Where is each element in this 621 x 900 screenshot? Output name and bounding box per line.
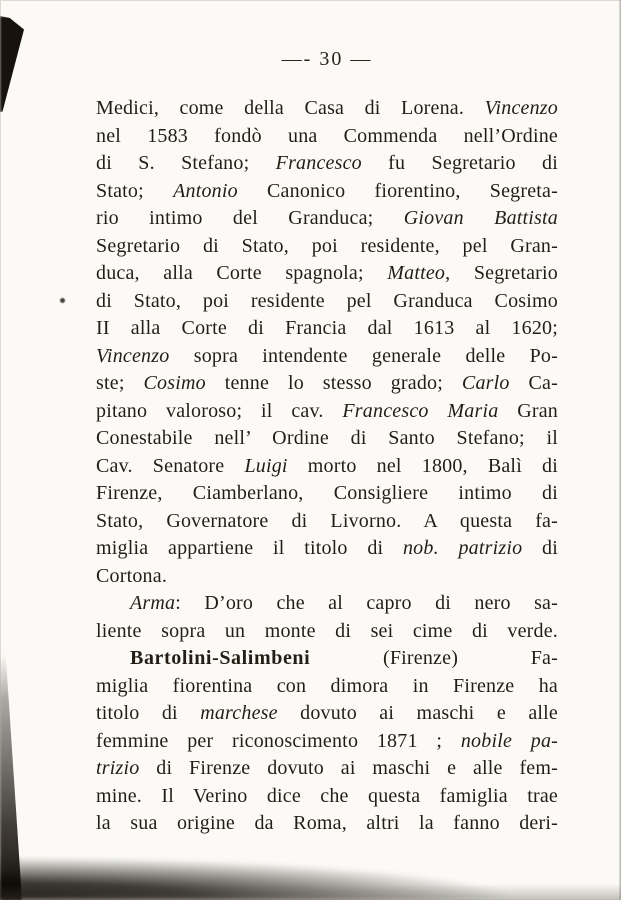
text-run: Segretario di Stato, poi residente, pel Gran- bbox=[96, 234, 558, 257]
text-line bbox=[96, 123, 558, 151]
text-run: Stato, Governatore di Livorno. A questa fa- bbox=[96, 509, 558, 532]
italic-run: trizio bbox=[96, 757, 140, 779]
text-run: rio intimo del Granduca; bbox=[96, 207, 404, 229]
italic-run: Vincenzo bbox=[96, 344, 170, 367]
text-line bbox=[96, 618, 558, 646]
italic-run: Vincenzo bbox=[484, 97, 558, 119]
paragraph bbox=[96, 590, 558, 645]
text-line bbox=[96, 398, 558, 426]
italic-run: Giovan Battista bbox=[403, 207, 558, 229]
text-run: pitano valoroso; il cav. bbox=[96, 399, 343, 422]
text-line bbox=[96, 563, 558, 591]
text-run: di Stato, poi residente pel Granduca Cosimo bbox=[96, 289, 558, 312]
text-line bbox=[96, 590, 558, 618]
text-run: la sua origine da Roma, altri la fanno deri- bbox=[96, 812, 558, 834]
text-run: duca, alla Corte spagnola; bbox=[96, 262, 388, 284]
text-line bbox=[96, 315, 558, 343]
text-run: Stato; bbox=[96, 179, 174, 202]
italic-run: marchese bbox=[200, 702, 278, 724]
text-run: Cav. Senatore bbox=[96, 454, 245, 477]
text-line bbox=[96, 783, 558, 811]
italic-run: Arma bbox=[130, 592, 176, 614]
italic-run: Francesco Maria bbox=[342, 399, 499, 422]
text-run: Gran bbox=[498, 399, 558, 422]
italic-run: nobile pa- bbox=[460, 729, 559, 752]
text-line bbox=[96, 755, 558, 783]
page-text bbox=[96, 95, 558, 838]
text-run: Medici, come della Casa di Lorena. bbox=[96, 97, 485, 119]
paragraph bbox=[96, 95, 558, 590]
text-line bbox=[96, 425, 558, 453]
text-run: tenne lo stesso grado; bbox=[205, 372, 462, 394]
text-run: titolo di bbox=[96, 702, 201, 724]
text-line bbox=[96, 343, 558, 371]
text-line bbox=[96, 508, 558, 536]
text-run: (Firenze) Fa- bbox=[310, 647, 558, 669]
text-run: , Segretario bbox=[445, 262, 558, 284]
text-line bbox=[96, 95, 558, 123]
scan-artifact-bottom-smear bbox=[0, 884, 621, 900]
text-line bbox=[96, 645, 558, 673]
text-run: di S. Stefano; bbox=[96, 152, 276, 174]
text-line bbox=[96, 480, 558, 508]
text-run: liente sopra un monte di sei cime di verde. bbox=[96, 619, 558, 642]
text-line bbox=[96, 728, 558, 756]
italic-run: Cosimo bbox=[143, 372, 206, 394]
text-run: femmine per riconoscimento 1871 ; bbox=[96, 729, 461, 752]
text-run: sopra intendente generale delle Po- bbox=[169, 344, 558, 367]
text-run: miglia fiorentina con dimora in Firenze ha bbox=[96, 674, 558, 697]
text-run: fu Segretario di bbox=[361, 152, 558, 174]
text-run: morto nel 1800, Balì di bbox=[287, 454, 558, 477]
text-line bbox=[96, 700, 558, 728]
italic-run: Antonio bbox=[173, 179, 238, 202]
text-run: Conestabile nell’ Ordine di Santo Stefano; il bbox=[96, 427, 558, 449]
text-run: nel 1583 fondò una Commenda nell’Ordine bbox=[96, 124, 558, 147]
text-run: ste; bbox=[96, 372, 144, 394]
text-run: Cortona. bbox=[96, 564, 168, 587]
text-run: dovuto ai maschi e alle bbox=[277, 702, 558, 724]
ink-speck bbox=[60, 298, 65, 303]
italic-run: Francesco bbox=[275, 152, 362, 174]
text-run: di bbox=[522, 537, 558, 559]
text-run: miglia appartiene il titolo di bbox=[96, 537, 403, 559]
text-line bbox=[96, 205, 558, 233]
text-run: Canonico fiorentino, Segreta- bbox=[237, 179, 558, 202]
bold-run: Bartolini-Salimbeni bbox=[130, 647, 311, 669]
italic-run: Luigi bbox=[244, 454, 288, 477]
text-line bbox=[96, 150, 558, 178]
paragraph bbox=[96, 645, 558, 838]
text-line bbox=[96, 535, 558, 563]
text-line bbox=[96, 178, 558, 206]
text-line bbox=[96, 233, 558, 261]
text-line bbox=[96, 673, 558, 701]
text-line bbox=[96, 453, 558, 481]
text-line bbox=[96, 370, 558, 398]
scan-artifact-top-left-corner bbox=[0, 16, 30, 112]
text-run: di Firenze dovuto ai maschi e alle fem- bbox=[139, 757, 558, 779]
text-run: Ca- bbox=[509, 372, 558, 394]
text-run: mine. Il Verino dice che questa famiglia trae bbox=[96, 784, 558, 807]
italic-run: nob. patrizio bbox=[402, 537, 523, 559]
page-number: —- 30 — bbox=[281, 48, 373, 70]
text-line bbox=[96, 260, 558, 288]
text-run: : D’oro che al capro di nero sa- bbox=[175, 592, 558, 614]
text-run: Firenze, Ciamberlano, Consigliere intimo di bbox=[96, 482, 558, 504]
text-line bbox=[96, 810, 558, 838]
italic-run: Matteo bbox=[387, 262, 446, 284]
text-run: II alla Corte di Francia dal 1613 al 1620; bbox=[96, 317, 558, 339]
italic-run: Carlo bbox=[461, 372, 510, 394]
text-line bbox=[96, 288, 558, 316]
